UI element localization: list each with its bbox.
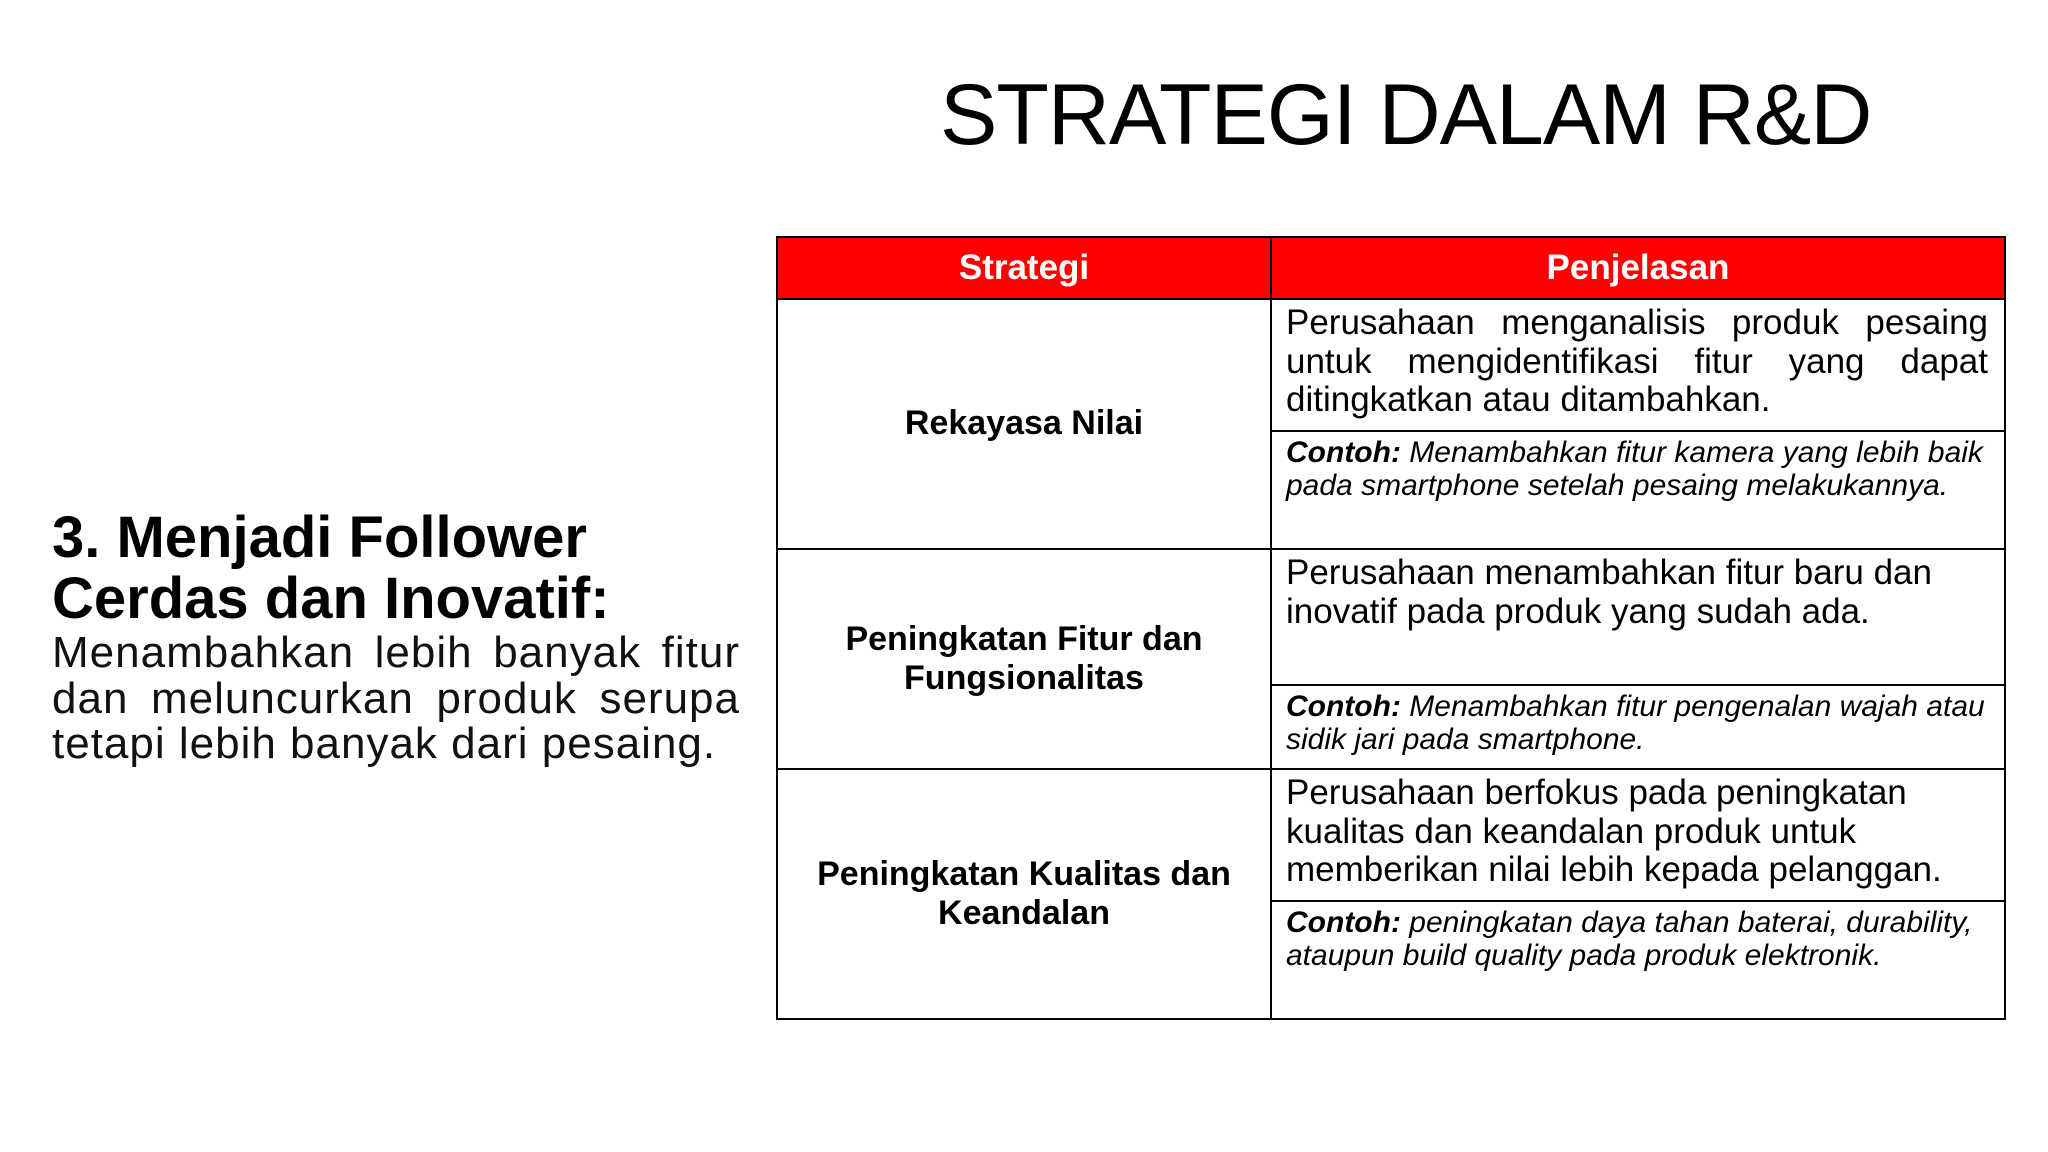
example-text: Menambahkan fitur kamera yang lebih baik pada smartphone setelah pesaing melakukannya. — [1286, 436, 1983, 502]
example-cell — [1271, 431, 2005, 549]
strategy-table — [776, 236, 2006, 1020]
table-row — [777, 299, 2005, 431]
left-text-block — [52, 505, 740, 769]
left-body: Menambahkan lebih banyak fitur dan meluncurkan produk serupa tetapi lebih banyak dari pesaing. — [52, 627, 740, 769]
explanation-cell: Perusahaan berfokus pada peningkatan kualitas dan keandalan produk untuk memberikan nilai lebih kepada pelanggan. — [1271, 769, 2005, 901]
table-row — [777, 769, 2005, 901]
example-label: Contoh: — [1286, 436, 1401, 469]
strategy-cell: Peningkatan Kualitas dan Keandalan — [777, 769, 1271, 1019]
strategy-cell: Rekayasa Nilai — [777, 299, 1271, 549]
example-cell — [1271, 901, 2005, 1019]
example-text: peningkatan daya tahan baterai, durability, ataupun build quality pada produk elektronik. — [1286, 906, 1973, 972]
header-strategi: Strategi — [777, 237, 1271, 299]
header-penjelasan: Penjelasan — [1271, 237, 2005, 299]
strategy-cell: Peningkatan Fitur dan Fungsionalitas — [777, 549, 1271, 769]
example-label: Contoh: — [1286, 690, 1401, 723]
example-label: Contoh: — [1286, 906, 1401, 939]
explanation-cell: Perusahaan menganalisis produk pesaing untuk mengidentifikasi fitur yang dapat ditingkatkan atau ditambahkan. — [1271, 299, 2005, 431]
slide-title: STRATEGI DALAM R&D — [940, 67, 1872, 163]
explanation-cell: Perusahaan menambahkan fitur baru dan inovatif pada produk yang sudah ada. — [1271, 549, 2005, 685]
left-heading: 3. Menjadi Follower Cerdas dan Inovatif: — [52, 505, 610, 631]
example-text: Menambahkan fitur pengenalan wajah atau sidik jari pada smartphone. — [1286, 690, 1985, 756]
table-header-row — [777, 237, 2005, 299]
table-row — [777, 549, 2005, 685]
example-cell — [1271, 685, 2005, 769]
